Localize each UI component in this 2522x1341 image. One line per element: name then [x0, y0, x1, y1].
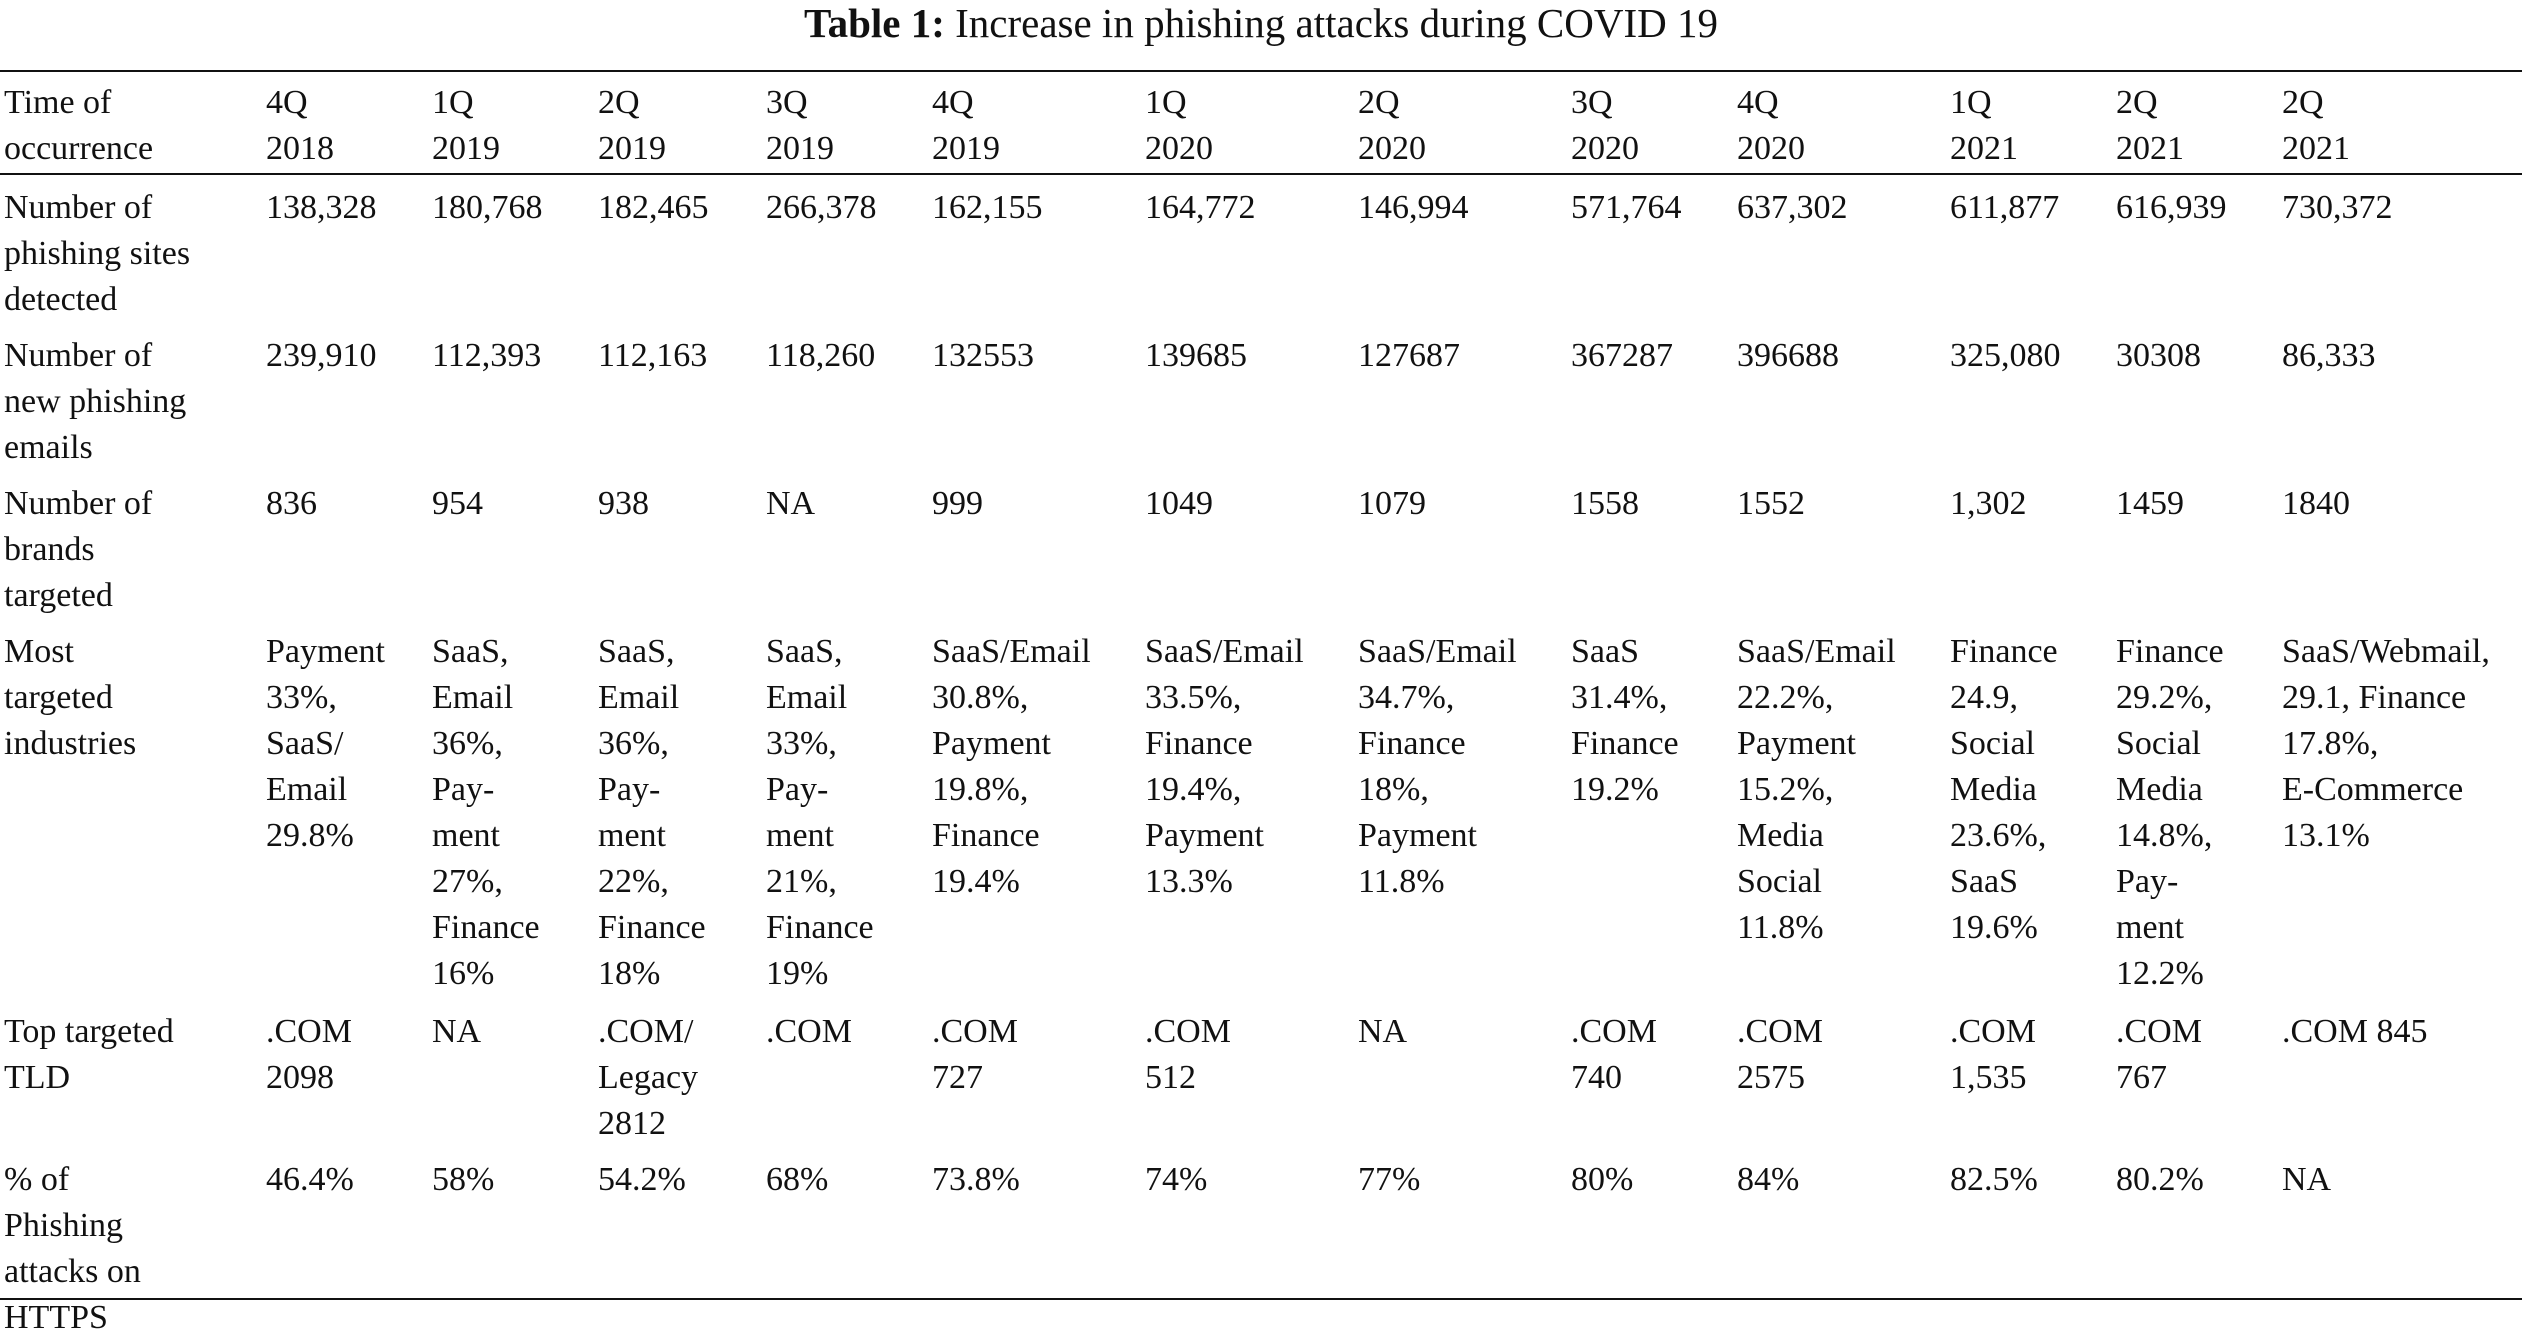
table-row [0, 471, 2522, 619]
table-caption [0, 0, 2522, 46]
table-row [0, 999, 2522, 1147]
table-cell: .COM 845 [2282, 1013, 2428, 1050]
table-cell: NA [2282, 1161, 2332, 1198]
table-cell: 80% [1571, 1161, 1634, 1198]
row-label: Top targeted TLD [4, 1013, 174, 1096]
table-cell: .COM 727 [932, 1013, 1018, 1096]
table-cell: SaaS, Email 33%, Pay- ment 21%, Finance 19% [766, 633, 874, 992]
table-row [0, 1147, 2522, 1341]
caption-label: Table 1: [803, 0, 945, 46]
table-cell: SaaS/Email 34.7%, Finance 18%, Payment 11.8% [1358, 633, 1517, 900]
header-period: 1Q 2021 [1950, 84, 2018, 167]
header-period: 4Q 2018 [266, 84, 334, 167]
table-cell: 68% [766, 1161, 829, 1198]
table-cell: 80.2% [2116, 1161, 2204, 1198]
table-cell: 182,465 [598, 189, 709, 226]
table-cell: .COM 740 [1571, 1013, 1657, 1096]
phishing-table [0, 72, 2522, 1341]
header-row [0, 72, 2522, 175]
table-cell: SaaS/Webmail, 29.1, Finance 17.8%, E-Commerce 13.1% [2282, 633, 2490, 854]
header-period: 2Q 2019 [598, 84, 666, 167]
table-cell: 836 [266, 485, 317, 522]
table-cell: 86,333 [2282, 337, 2376, 374]
table-cell: 1552 [1737, 485, 1805, 522]
table-cell: 146,994 [1358, 189, 1469, 226]
table-cell: 954 [432, 485, 483, 522]
table-cell: 1840 [2282, 485, 2350, 522]
header-period: 2Q 2021 [2282, 84, 2350, 167]
table-cell: 616,939 [2116, 189, 2227, 226]
table-cell: .COM 1,535 [1950, 1013, 2036, 1096]
table-cell: 325,080 [1950, 337, 2061, 374]
table-cell: 266,378 [766, 189, 877, 226]
table-cell: 938 [598, 485, 649, 522]
header-label: Time of occurrence [4, 84, 154, 167]
table-cell: 164,772 [1145, 189, 1256, 226]
header-period: 2Q 2021 [2116, 84, 2184, 167]
header-period: 4Q 2020 [1737, 84, 1805, 167]
table-cell: 30308 [2116, 337, 2201, 374]
header-period: 4Q 2019 [932, 84, 1000, 167]
row-label: % of Phishing attacks on HTTPS [4, 1161, 141, 1336]
table-cell: 118,260 [766, 337, 876, 374]
table-row [0, 619, 2522, 999]
header-period: 2Q 2020 [1358, 84, 1426, 167]
row-label: Number of brands targeted [4, 485, 153, 614]
table-cell: SaaS/Email 30.8%, Payment 19.8%, Finance 19.4% [932, 633, 1091, 900]
table-cell: 1459 [2116, 485, 2184, 522]
table-cell: 77% [1358, 1161, 1421, 1198]
row-label: Most targeted industries [4, 633, 137, 762]
table-cell: SaaS, Email 36%, Pay- ment 22%, Finance 18% [598, 633, 706, 992]
table-cell: 84% [1737, 1161, 1800, 1198]
header-period: 3Q 2019 [766, 84, 834, 167]
table-cell: .COM 2575 [1737, 1013, 1823, 1096]
caption-text: Increase in phishing attacks during COVID 19 [955, 0, 1719, 46]
table-cell: SaaS, Email 36%, Pay- ment 27%, Finance 16% [432, 633, 540, 992]
table-cell: 999 [932, 485, 983, 522]
table-row [0, 175, 2522, 323]
header-period: 1Q 2019 [432, 84, 500, 167]
table-cell: 180,768 [432, 189, 543, 226]
table-cell: 112,163 [598, 337, 708, 374]
table-cell: 367287 [1571, 337, 1673, 374]
table-cell: Finance 29.2%, Social Media 14.8%, Pay- ment 12.2% [2116, 633, 2224, 992]
table-cell: .COM 512 [1145, 1013, 1231, 1096]
table-cell: 139685 [1145, 337, 1247, 374]
table-cell: Finance 24.9, Social Media 23.6%, SaaS 19.6% [1950, 633, 2058, 946]
header-period: 3Q 2020 [1571, 84, 1639, 167]
table-cell: SaaS 31.4%, Finance 19.2% [1571, 633, 1679, 808]
table-cell: .COM 767 [2116, 1013, 2202, 1096]
table-cell: NA [1358, 1013, 1408, 1050]
table-cell: 54.2% [598, 1161, 686, 1198]
table-cell: .COM/ Legacy 2812 [598, 1013, 699, 1142]
table-cell: 239,910 [266, 337, 377, 374]
table-cell: 637,302 [1737, 189, 1848, 226]
table-cell: 396688 [1737, 337, 1839, 374]
table-row [0, 323, 2522, 471]
table-cell: NA [766, 485, 816, 522]
table-cell: 162,155 [932, 189, 1043, 226]
table-cell: .COM [766, 1013, 852, 1050]
table-cell: 611,877 [1950, 189, 2060, 226]
table-cell: 73.8% [932, 1161, 1020, 1198]
table-cell: 571,764 [1571, 189, 1682, 226]
table-cell: 46.4% [266, 1161, 354, 1198]
table-cell: 730,372 [2282, 189, 2393, 226]
table-cell: 138,328 [266, 189, 377, 226]
table-cell: 112,393 [432, 337, 542, 374]
table-cell: 74% [1145, 1161, 1208, 1198]
table-cell: 127687 [1358, 337, 1460, 374]
table-cell: 1558 [1571, 485, 1639, 522]
table-cell: 58% [432, 1161, 495, 1198]
table-cell: 1049 [1145, 485, 1213, 522]
table-cell: 1,302 [1950, 485, 2027, 522]
table-cell: 82.5% [1950, 1161, 2038, 1198]
table-cell: SaaS/Email 33.5%, Finance 19.4%, Payment 13.3% [1145, 633, 1304, 900]
header-period: 1Q 2020 [1145, 84, 1213, 167]
table-cell: Payment 33%, SaaS/ Email 29.8% [266, 633, 385, 854]
table-cell: .COM 2098 [266, 1013, 352, 1096]
table-cell: NA [432, 1013, 482, 1050]
row-label: Number of phishing sites detected [4, 189, 191, 318]
row-label: Number of new phishing emails [4, 337, 187, 466]
table-cell: 1079 [1358, 485, 1426, 522]
table-cell: SaaS/Email 22.2%, Payment 15.2%, Media Social 11.8% [1737, 633, 1896, 946]
table-cell: 132553 [932, 337, 1034, 374]
